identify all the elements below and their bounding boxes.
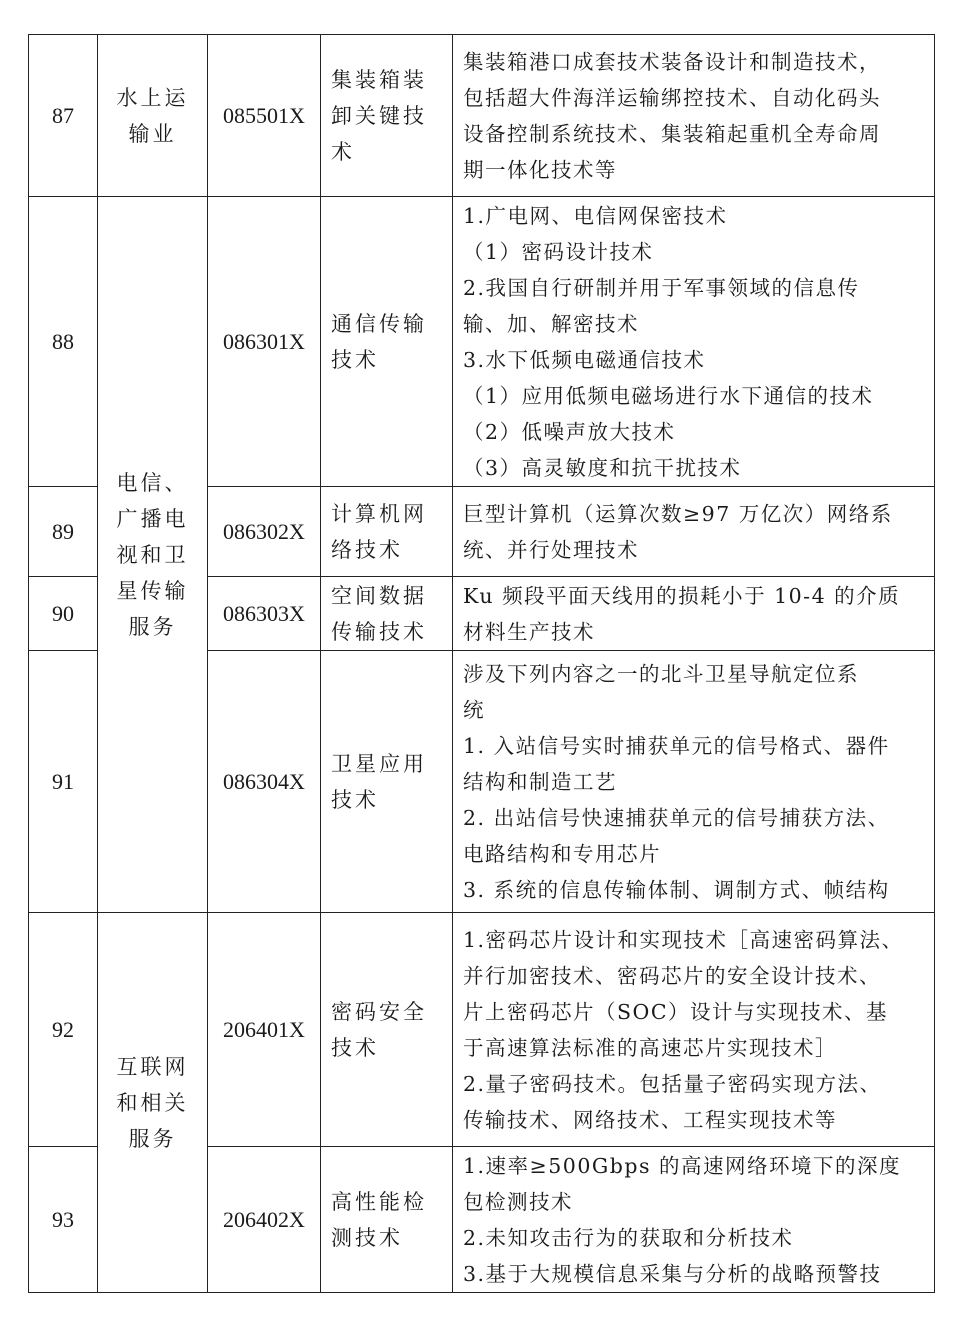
description-line: 1.广电网、电信网保密技术 <box>463 203 728 228</box>
tech-name: 通信传输技术 <box>321 197 453 487</box>
description-line: 2. 出站信号快速捕获单元的信号捕获方法、 <box>463 805 890 830</box>
description-line: 期一体化技术等 <box>463 157 617 182</box>
description-line: 材料生产技术 <box>463 619 595 644</box>
description-line: 设备控制系统技术、集装箱起重机全寿命周 <box>463 121 881 146</box>
description-line: 统、并行处理技术 <box>463 537 639 562</box>
description-line: 2.未知攻击行为的获取和分析技术 <box>463 1225 794 1250</box>
tech-code: 086302X <box>208 487 321 577</box>
row-number: 91 <box>29 651 98 913</box>
description-line: Ku 频段平面天线用的损耗小于 10-4 的介质 <box>463 583 901 608</box>
description-line: 统 <box>463 697 485 722</box>
tech-code: 206402X <box>208 1147 321 1293</box>
description-line: 于高速算法标准的高速芯片实现技术］ <box>463 1035 837 1060</box>
description-line: 巨型计算机（运算次数≥97 万亿次）网络系 <box>463 501 893 526</box>
industry-cell <box>98 197 208 913</box>
table-row <box>29 35 935 197</box>
description-line: 传输技术、网络技术、工程实现技术等 <box>463 1107 837 1132</box>
tech-code: 086304X <box>208 651 321 913</box>
tech-name: 高性能检测技术 <box>321 1147 453 1293</box>
tech-description <box>453 197 935 487</box>
description-line: （1）密码设计技术 <box>463 239 654 264</box>
tech-description <box>453 487 935 577</box>
description-line: 1.速率≥500Gbps 的高速网络环境下的深度 <box>463 1153 902 1178</box>
industry-label: 水上运输业 <box>116 85 189 146</box>
industry-cell <box>98 913 208 1293</box>
description-line: 包检测技术 <box>463 1189 573 1214</box>
description-line: 电路结构和专用芯片 <box>463 841 661 866</box>
tech-description <box>453 913 935 1147</box>
tech-name: 计算机网络技术 <box>321 487 453 577</box>
description-line: 包括超大件海洋运输绑控技术、自动化码头 <box>463 85 881 110</box>
tech-code: 206401X <box>208 913 321 1147</box>
tech-description <box>453 577 935 651</box>
row-number: 90 <box>29 577 98 651</box>
row-number: 88 <box>29 197 98 487</box>
industry-cell <box>98 35 208 197</box>
description-line: 3.基于大规模信息采集与分析的战略预警技 <box>463 1261 882 1286</box>
description-line: 3.水下低频电磁通信技术 <box>463 347 706 372</box>
tech-code: 085501X <box>208 35 321 197</box>
description-line: 并行加密技术、密码芯片的安全设计技术、 <box>463 963 881 988</box>
row-number: 89 <box>29 487 98 577</box>
industry-label: 电信、广播电视和卫星传输服务 <box>116 470 189 639</box>
description-line: （1）应用低频电磁场进行水下通信的技术 <box>463 383 874 408</box>
technology-catalog-table <box>28 34 935 1293</box>
description-line: 2.我国自行研制并用于军事领域的信息传 <box>463 275 860 300</box>
tech-name: 空间数据传输技术 <box>321 577 453 651</box>
description-line: （2）低噪声放大技术 <box>463 419 676 444</box>
industry-label: 互联网和相关服务 <box>116 1054 189 1151</box>
table-row <box>29 197 935 487</box>
description-line: 结构和制造工艺 <box>463 769 617 794</box>
description-line: 输、加、解密技术 <box>463 311 639 336</box>
row-number: 92 <box>29 913 98 1147</box>
row-number: 87 <box>29 35 98 197</box>
tech-name: 卫星应用技术 <box>321 651 453 913</box>
description-line: 1.密码芯片设计和实现技术［高速密码算法、 <box>463 927 904 952</box>
description-line: 1. 入站信号实时捕获单元的信号格式、器件 <box>463 733 890 758</box>
tech-name: 集装箱装卸关键技术 <box>321 35 453 197</box>
table-row <box>29 913 935 1147</box>
tech-description <box>453 1147 935 1293</box>
description-line: 片上密码芯片（SOC）设计与实现技术、基 <box>463 999 889 1024</box>
description-line: 集装箱港口成套技术装备设计和制造技术， <box>463 49 881 74</box>
description-line: （3）高灵敏度和抗干扰技术 <box>463 455 742 480</box>
tech-description <box>453 35 935 197</box>
tech-name: 密码安全技术 <box>321 913 453 1147</box>
description-line: 涉及下列内容之一的北斗卫星导航定位系 <box>463 661 859 686</box>
description-line: 3. 系统的信息传输体制、调制方式、帧结构 <box>463 877 890 902</box>
description-line: 2.量子密码技术。包括量子密码实现方法、 <box>463 1071 882 1096</box>
tech-code: 086303X <box>208 577 321 651</box>
tech-description <box>453 651 935 913</box>
tech-code: 086301X <box>208 197 321 487</box>
row-number: 93 <box>29 1147 98 1293</box>
